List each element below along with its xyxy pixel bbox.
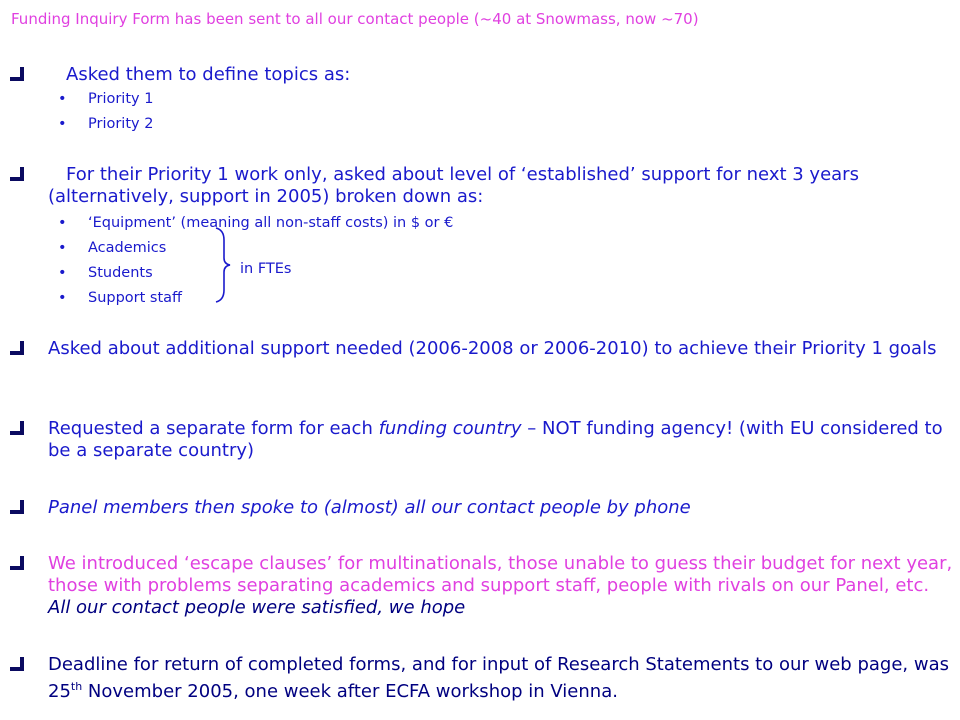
ftes-label: in FTEs xyxy=(240,261,292,277)
square-bullet-icon xyxy=(10,341,24,355)
curly-brace-icon xyxy=(214,226,234,304)
item-text: Asked them to define topics as: xyxy=(66,64,351,85)
item-text: Deadline for return of completed forms, and for input of Research Statements to our web page, was 25th November 2005, one week after ECFA workshop in Vienna. xyxy=(48,654,949,702)
square-bullet-icon xyxy=(10,500,24,514)
header-line: Funding Inquiry Form has been sent to all our contact people (~40 at Snowmass, now ~70) xyxy=(11,10,699,28)
square-bullet-icon xyxy=(10,657,24,671)
bullet-dot-icon: • xyxy=(58,265,67,281)
bullet-dot-icon: • xyxy=(58,240,67,256)
sub-bullet-text: Priority 2 xyxy=(88,116,154,132)
square-bullet-icon xyxy=(10,167,24,181)
sub-bullet-text: Students xyxy=(88,265,153,281)
bullet-dot-icon: • xyxy=(58,91,67,107)
sub-bullet-text: Support staff xyxy=(88,290,183,306)
sub-bullet-text: ‘Equipment’ (meaning all non-staff costs) in $ or € xyxy=(88,215,454,231)
item-text: For their Priority 1 work only, asked about level of ‘established’ support for next 3 years (alternatively, support in 2005) broken down as: xyxy=(48,164,859,207)
item-text: Panel members then spoke to (almost) all our contact people by phone xyxy=(48,497,691,518)
bullet-dot-icon: • xyxy=(58,116,67,132)
item-text: We introduced ‘escape clauses’ for multinationals, those unable to guess their budget for next year, those with problems separating academics and support staff, people with rivals on our Panel, etc. All our contact people were satisfied, we hope xyxy=(48,553,953,618)
sub-bullet-text: Priority 1 xyxy=(88,91,154,107)
bullet-dot-icon: • xyxy=(58,290,67,306)
bullet-dot-icon: • xyxy=(58,215,67,231)
item-text: Requested a separate form for each funding country – NOT funding agency! (with EU considered to be a separate country) xyxy=(48,418,943,461)
square-bullet-icon xyxy=(10,556,24,570)
square-bullet-icon xyxy=(10,421,24,435)
square-bullet-icon xyxy=(10,67,24,81)
item-text: Asked about additional support needed (2006-2008 or 2006-2010) to achieve their Priority 1 goals xyxy=(48,338,937,359)
sub-bullet-text: Academics xyxy=(88,240,167,256)
